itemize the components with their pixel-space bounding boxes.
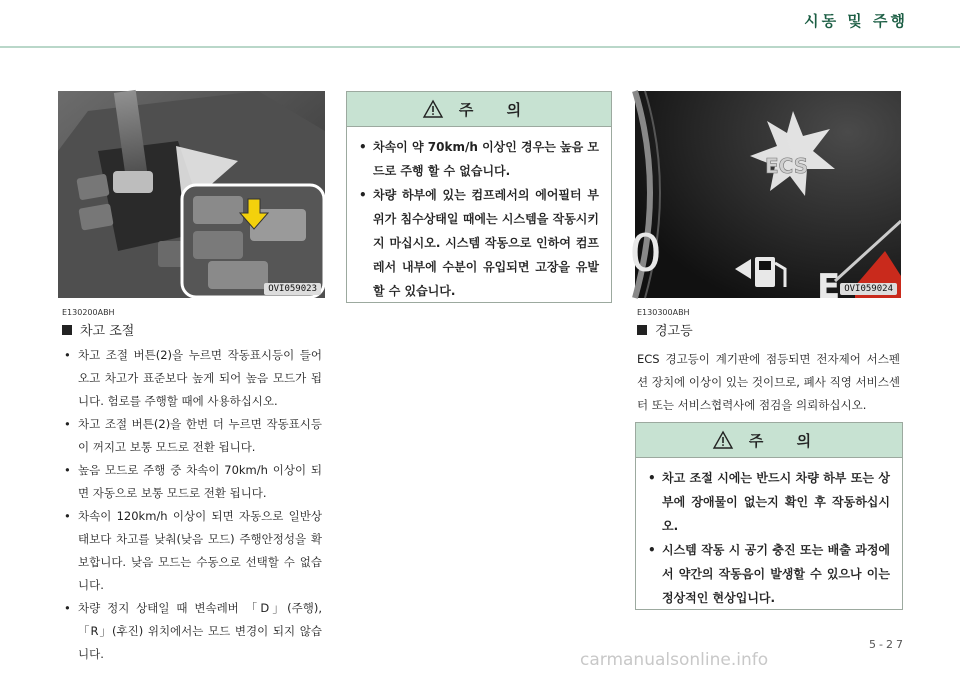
- caution-title: 주 의: [748, 431, 826, 450]
- list-item: • 차량 하부에 있는 컴프레서의 에어필터 부위가 침수상태일 때에는 시스템을 작동시키지 마십시오. 시스템 작동으로 인하여 컴프레서 내부에 수분이 유입되면 고장을 유발할 수 있습니다.: [355, 183, 599, 303]
- list-item: • 시스템 작동 시 공기 충진 또는 배출 과정에서 약간의 작동음이 발생할 수 있으나 이는 정상적인 현상입니다.: [644, 538, 890, 610]
- photo-code-label: OVI059024: [840, 283, 897, 295]
- warning-triangle-icon: [423, 100, 443, 118]
- caution-title: 주 의: [458, 100, 536, 119]
- watermark: carmanualsonline.info: [580, 650, 769, 670]
- ecs-label: ECS: [765, 154, 809, 178]
- section-title-warning-light: [637, 320, 693, 339]
- section-code: E130200ABH: [62, 308, 115, 317]
- list-item: • 차고 조절 버튼(2)을 한번 더 누르면 작동표시등이 꺼지고 보통 모드로 전환 됩니다.: [60, 413, 322, 459]
- caution-list: [636, 458, 902, 618]
- gauge-number: 0: [629, 224, 663, 284]
- section-title-text: 경고등: [655, 324, 693, 339]
- list-item: • 차고 조절 버튼(2)을 누르면 작동표시등이 들어오고 차고가 표준보다 높게 되어 높음 모드가 됩니다. 험로를 주행할 때에 사용하십시오.: [60, 344, 322, 413]
- page-number: 5-27: [869, 638, 906, 651]
- section-header-title: 시동 및 주행: [804, 12, 908, 30]
- warning-light-paragraph: ECS 경고등이 계기판에 점등되면 전자제어 서스펜션 장치에 이상이 있는 것이므로, 폐사 직영 서비스센터 또는 서비스협력사에 점검을 의뢰하십시오.: [637, 352, 900, 412]
- header-bar: [0, 0, 960, 46]
- caution-list: [347, 127, 611, 311]
- header-divider: [0, 46, 960, 48]
- warning-triangle-icon: [713, 431, 733, 449]
- ecs-gauge-illustration: [629, 91, 901, 307]
- list-item: • 차고 조절 시에는 반드시 차량 하부 또는 상부에 장애물이 없는지 확인 후 작동하십시오.: [644, 466, 890, 538]
- section-marker-icon: [637, 325, 647, 335]
- photo-code-label: OVI059023: [264, 283, 321, 295]
- list-item: • 차속이 120km/h 이상이 되면 자동으로 일반상태보다 차고를 낮춰(낮음 모드) 주행안정성을 확보합니다. 낮음 모드는 수동으로 선택할 수 없습니다.: [60, 505, 322, 597]
- shifter-console-illustration: [58, 91, 325, 298]
- caution-header: [636, 423, 902, 458]
- shifter-console-photo: [58, 91, 325, 298]
- gauge-letter: E: [817, 267, 841, 307]
- section-code: E130300ABH: [637, 308, 690, 317]
- height-control-list: [60, 344, 322, 666]
- caution-header: [347, 92, 611, 127]
- section-title-height-control: [62, 320, 134, 339]
- list-item: • 차량 정지 상태일 때 변속레버 「D」(주행), 「R」(후진) 위치에서는 모드 변경이 되지 않습니다.: [60, 597, 322, 666]
- list-item: • 차속이 약 70km/h 이상인 경우는 높음 모드로 주행 할 수 없습니다.: [355, 135, 599, 183]
- caution-box-1: [346, 91, 612, 303]
- caution-box-2: [635, 422, 903, 610]
- list-item: • 높음 모드로 주행 중 차속이 70km/h 이상이 되면 자동으로 보통 모드로 전환 됩니다.: [60, 459, 322, 505]
- section-marker-icon: [62, 325, 72, 335]
- ecs-dashboard-photo: [629, 91, 901, 307]
- section-title-text: 차고 조절: [80, 324, 135, 339]
